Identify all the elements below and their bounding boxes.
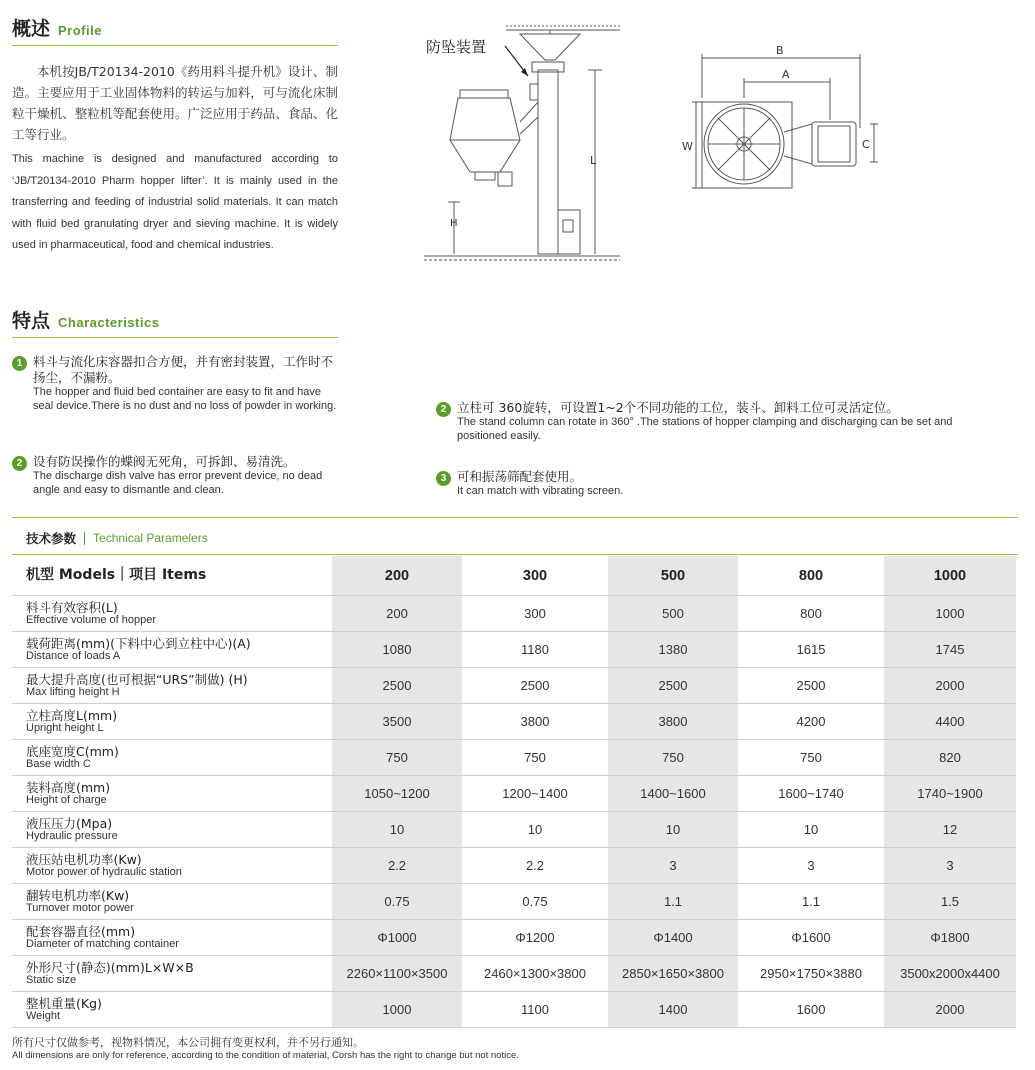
table-cell: 1400~1600 (608, 776, 738, 812)
header-label: 机型 Models｜项目 Items (12, 556, 332, 596)
table-cell: 2500 (608, 668, 738, 704)
table-cell: 10 (608, 812, 738, 848)
profile-title-en: Profile (58, 23, 102, 38)
table-cell: 300 (462, 596, 608, 632)
table-cell: 500 (608, 596, 738, 632)
table-cell: 800 (738, 596, 884, 632)
row-label-en: Base width C (26, 757, 91, 770)
table-cell: 1.1 (738, 884, 884, 920)
row-label (12, 740, 332, 776)
feature-number-badge: 1 (12, 356, 27, 371)
table-cell: 2500 (332, 668, 462, 704)
row-label-cn: 立柱高度L(mm) (26, 707, 118, 723)
table-cell: 3 (608, 848, 738, 884)
model-header-cell: 300 (462, 556, 608, 596)
profile-text-cn: 本机按JB/T20134-2010《药用料斗提升机》设计、制造。主要应用于工业固体物料的转运与加料，可与流化床制粒干燥机、整粒机等配套使用。广泛应用于药品、食品、化工等行业。 (12, 64, 338, 142)
row-label-cn: 载荷距离(mm)(下料中心到立柱中心)(A) (26, 635, 251, 651)
row-label-en: Hydraulic pressure (26, 829, 118, 842)
table-cell: 2.2 (332, 848, 462, 884)
table-row (12, 776, 1016, 812)
footnote-en: All dimensions are only for reference, according to the condition of material, Corsh has the right to change but not notice. (12, 1050, 519, 1061)
feature-number-badge: 2 (436, 402, 451, 417)
tech-title-en: Technical Paramelers (93, 531, 208, 545)
table-cell: 820 (884, 740, 1016, 776)
tech-divider (12, 554, 1018, 555)
row-label-cn: 翻转电机功率(Kw) (26, 887, 130, 903)
spec-table-wrapper (12, 556, 1016, 1028)
row-label (12, 596, 332, 632)
tech-title-separator (84, 532, 85, 545)
table-cell: 2460×1300×3800 (462, 956, 608, 992)
feature-text-cn: 设有防误操作的蝶阀无死角，可拆卸、易清洗。 (33, 454, 296, 469)
table-cell: 1.1 (608, 884, 738, 920)
table-cell: 1745 (884, 632, 1016, 668)
table-cell: 10 (332, 812, 462, 848)
feature-number-badge: 2 (12, 456, 27, 471)
characteristics-title-en: Characteristics (58, 315, 160, 330)
table-cell: 2500 (462, 668, 608, 704)
row-label (12, 848, 332, 884)
table-cell: 3 (884, 848, 1016, 884)
table-cell: 1000 (884, 596, 1016, 632)
row-label (12, 992, 332, 1028)
table-row (12, 956, 1016, 992)
table-cell: 0.75 (332, 884, 462, 920)
table-row (12, 920, 1016, 956)
table-cell: Φ1200 (462, 920, 608, 956)
dimension-L-label: L (590, 154, 597, 167)
row-label (12, 704, 332, 740)
table-row (12, 740, 1016, 776)
row-label (12, 920, 332, 956)
table-cell: 750 (462, 740, 608, 776)
row-label (12, 812, 332, 848)
table-cell: 3500 (332, 704, 462, 740)
row-label-cn: 外形尺寸(静态)(mm)L×W×B (26, 959, 194, 975)
table-cell: 2000 (884, 668, 1016, 704)
table-cell: Φ1000 (332, 920, 462, 956)
spec-table (12, 556, 1016, 1028)
model-header-cell: 800 (738, 556, 884, 596)
table-cell: 10 (738, 812, 884, 848)
feature-item (12, 354, 342, 413)
table-cell: 1000 (332, 992, 462, 1028)
tech-heading (26, 529, 208, 547)
row-label-en: Weight (26, 1009, 61, 1022)
table-cell: 750 (608, 740, 738, 776)
characteristics-title-cn: 特点 (12, 310, 51, 332)
footnote (12, 1034, 519, 1061)
table-header-row (12, 556, 1016, 596)
table-cell: 12 (884, 812, 1016, 848)
table-cell: 10 (462, 812, 608, 848)
dimension-W-label: W (682, 140, 693, 153)
table-cell: 1180 (462, 632, 608, 668)
profile-section (12, 14, 338, 257)
profile-title-cn: 概述 (12, 18, 51, 40)
row-label-cn: 液压站电机功率(Kw) (26, 851, 142, 867)
table-cell: Φ1400 (608, 920, 738, 956)
table-row (12, 848, 1016, 884)
model-header-cell: 1000 (884, 556, 1016, 596)
table-cell: Φ1800 (884, 920, 1016, 956)
row-label-cn: 最大提升高度(也可根据“URS”制做) (H) (26, 671, 248, 687)
row-label-cn: 配套容器直径(mm) (26, 923, 136, 939)
row-label (12, 956, 332, 992)
dimension-C-label: C (862, 138, 870, 151)
feature-text-en: It can match with vibrating screen. (457, 485, 624, 497)
table-cell: 1400 (608, 992, 738, 1028)
feature-item (12, 454, 342, 497)
table-cell: 1200~1400 (462, 776, 608, 812)
feature-number-badge: 3 (436, 471, 451, 486)
table-row (12, 812, 1016, 848)
machine-top-svg (680, 40, 890, 200)
feature-item (436, 469, 976, 499)
feature-text-en: The stand column can rotate in 360° .The stations of hopper clamping and discharging can be set and positioned easily. (457, 416, 953, 442)
table-cell: 4400 (884, 704, 1016, 740)
row-label-en: Turnover motor power (26, 901, 134, 914)
machine-side-svg (420, 22, 630, 272)
row-label-en: Motor power of hydraulic station (26, 865, 182, 878)
table-cell: 2850×1650×3800 (608, 956, 738, 992)
table-cell: 2950×1750×3880 (738, 956, 884, 992)
table-cell: 1100 (462, 992, 608, 1028)
row-label (12, 776, 332, 812)
table-cell: 2.2 (462, 848, 608, 884)
table-cell: 1600~1740 (738, 776, 884, 812)
fall-prevention-label: 防坠装置 (426, 38, 487, 56)
tech-divider (12, 517, 1018, 518)
table-cell: 1380 (608, 632, 738, 668)
table-row (12, 884, 1016, 920)
table-cell: 1.5 (884, 884, 1016, 920)
row-label (12, 884, 332, 920)
table-cell: 750 (332, 740, 462, 776)
feature-text-cn: 立柱可 360旋转，可设置1~2个不同功能的工位，装斗、卸料工位可灵活定位。 (457, 400, 899, 415)
row-label-cn: 液压压力(Mpa) (26, 815, 113, 831)
table-cell: 750 (738, 740, 884, 776)
footnote-cn: 所有尺寸仅做参考，视物料情况，本公司拥有变更权利，并不另行通知。 (12, 1036, 364, 1049)
feature-text-en: The hopper and fluid bed container are easy to fit and have seal device.There is no dust and no loss of powder in working. (33, 386, 337, 412)
feature-text-cn: 料斗与流化床容器扣合方便，并有密封装置，工作时不扬尘，不漏粉。 (33, 354, 334, 385)
row-label-cn: 料斗有效容积(L) (26, 599, 118, 615)
feature-text-en: The discharge dish valve has error prevent device, no dead angle and easy to dismantle and clean. (33, 470, 323, 496)
row-label-en: Effective volume of hopper (26, 613, 157, 626)
dimension-A-label: A (782, 68, 790, 81)
row-label-en: Static size (26, 973, 77, 986)
table-cell: 200 (332, 596, 462, 632)
table-cell: 3800 (462, 704, 608, 740)
table-cell: Φ1600 (738, 920, 884, 956)
machine-side-drawing (420, 22, 630, 272)
row-label-en: Diameter of matching container (26, 937, 179, 950)
table-cell: 2000 (884, 992, 1016, 1028)
table-cell: 2260×1100×3500 (332, 956, 462, 992)
table-cell: 2500 (738, 668, 884, 704)
dimension-B-label: B (776, 44, 784, 57)
profile-text-en: This machine is designed and manufactured according to ‘JB/T20134-2010 Pharm hopper lifter’. It is mainly used in the transferring and feeding of industrial solid materials. It can match with fluid bed granulating dryer and sieving machine. It is widely used in pharmaceutical, food and chemical industries. (12, 153, 338, 251)
table-row (12, 704, 1016, 740)
row-label-cn: 底座宽度C(mm) (26, 743, 119, 759)
table-row (12, 992, 1016, 1028)
machine-top-drawing (680, 40, 890, 200)
tech-title-cn: 技术参数 (26, 531, 77, 546)
table-cell: 3800 (608, 704, 738, 740)
row-label-en: Distance of loads A (26, 649, 121, 662)
row-label-cn: 装料高度(mm) (26, 779, 111, 795)
table-cell: 1615 (738, 632, 884, 668)
table-row (12, 596, 1016, 632)
model-header-cell: 500 (608, 556, 738, 596)
row-label-en: Max lifting height H (26, 685, 120, 698)
characteristics-section (12, 306, 338, 338)
table-cell: 3500x2000x4400 (884, 956, 1016, 992)
row-label-cn: 整机重量(Kg) (26, 995, 102, 1011)
table-cell: 1740~1900 (884, 776, 1016, 812)
table-cell: 0.75 (462, 884, 608, 920)
table-cell: 1080 (332, 632, 462, 668)
row-label (12, 668, 332, 704)
profile-heading (12, 14, 338, 46)
row-label-en: Upright height L (26, 721, 104, 734)
characteristics-heading (12, 306, 338, 338)
dimension-H-label: H (450, 218, 458, 229)
table-cell: 1050~1200 (332, 776, 462, 812)
feature-text-cn: 可和振荡筛配套使用。 (457, 469, 583, 484)
table-cell: 4200 (738, 704, 884, 740)
table-row (12, 632, 1016, 668)
table-cell: 3 (738, 848, 884, 884)
model-header-cell: 200 (332, 556, 462, 596)
feature-item (436, 400, 976, 443)
row-label-en: Height of charge (26, 793, 107, 806)
row-label (12, 632, 332, 668)
table-row (12, 668, 1016, 704)
table-cell: 1600 (738, 992, 884, 1028)
